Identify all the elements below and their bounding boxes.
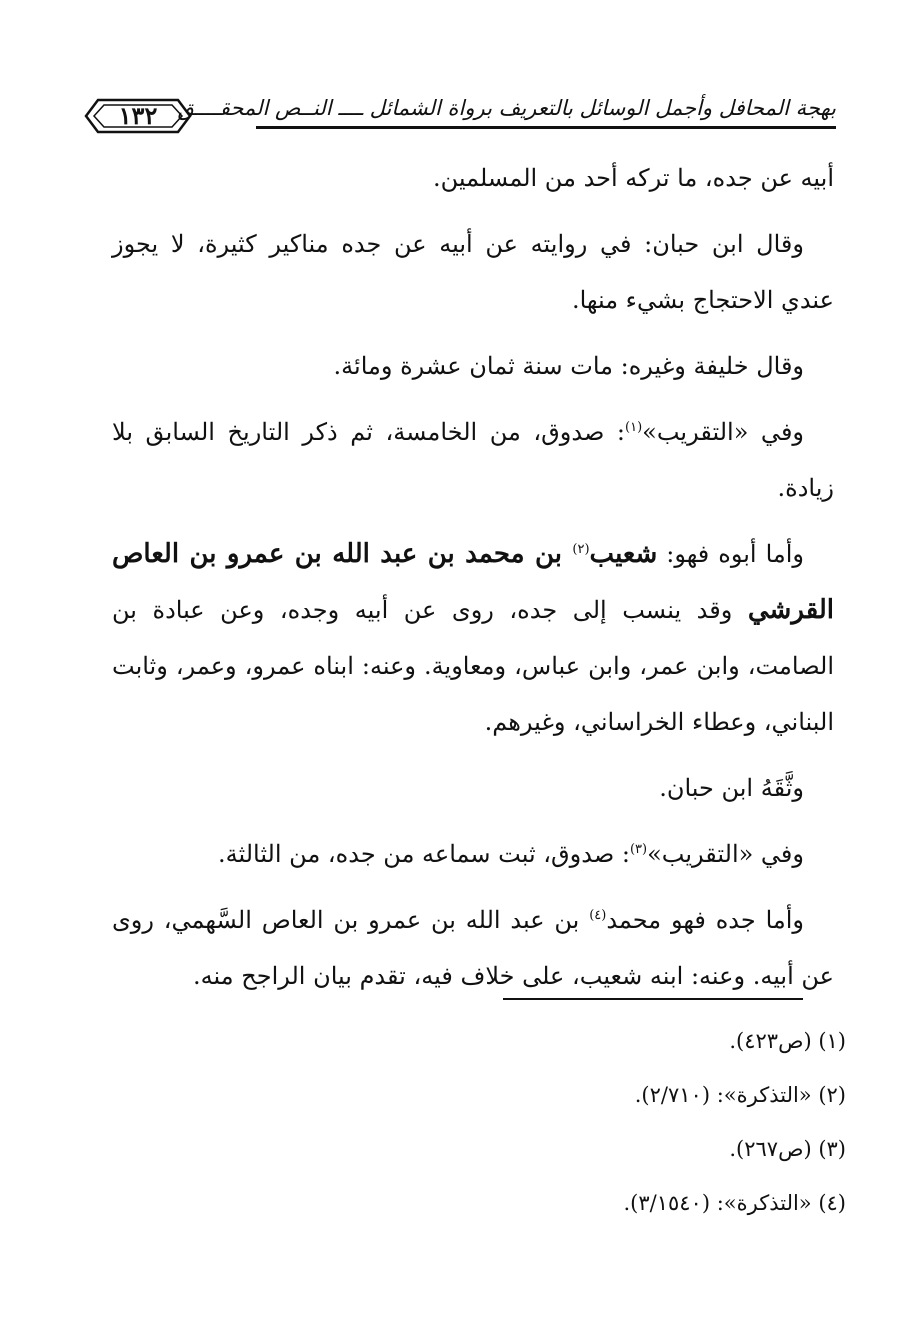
paragraph-4-text-b: : صدوق، من الخامسة، ثم ذكر التاريخ السابق بلا زيادة. (112, 418, 834, 502)
paragraph-7-text-a: وفي «التقريب» (647, 840, 804, 868)
footnote-2: (٢) «التذكرة»: (٢/٧١٠). (634, 1083, 846, 1107)
footnote-ref-3: (٣) (629, 842, 648, 857)
footnotes (400, 1014, 846, 1230)
footnote-1: (١) (ص٤٢٣). (729, 1029, 846, 1053)
footnote-ref-1: (١) (625, 420, 643, 435)
main-text (112, 150, 834, 1014)
narrator-lineage: بن محمد بن عبد الله بن عمرو بن العاص القرشي (112, 539, 834, 625)
header-rule (256, 126, 836, 129)
paragraph-8-text-a: وأما جده فهو محمد (606, 906, 804, 934)
paragraph-1 (112, 150, 834, 206)
page-number-badge (84, 96, 192, 136)
paragraph-3 (112, 338, 834, 394)
paragraph-7-text-b: : صدوق، ثبت سماعه من جده، من الثالثة. (217, 840, 630, 868)
running-header (84, 92, 836, 136)
footnote-ref-2: (٢) (572, 542, 590, 557)
paragraph-2-text: وقال ابن حبان: في روايته عن أبيه عن جده مناكير كثيرة، لا يجوز عندي الاحتجاج بشيء منها. (112, 230, 834, 314)
footnote-3: (٣) (ص٢٦٧). (729, 1137, 846, 1161)
paragraph-6 (112, 760, 834, 816)
paragraph-1-text: أبيه عن جده، ما تركه أحد من المسلمين. (432, 164, 834, 192)
paragraph-4 (112, 404, 834, 516)
footnote-ref-4: (٤) (589, 908, 607, 923)
paragraph-8-text-b: بن عبد الله بن عمرو بن العاص السَّهمي، روى عن أبيه. وعنه: ابنه شعيب، على خلاف فيه، تقدم بيان الراجح منه. (112, 906, 834, 990)
paragraph-6-text: وثَّقَهُ ابن حبان. (659, 774, 804, 802)
footnote-separator (503, 998, 803, 1000)
paragraph-8 (112, 892, 834, 1004)
footnote-4: (٤) «التذكرة»: (٣/١٥٤٠). (623, 1191, 846, 1215)
paragraph-3-text: وقال خليفة وغيره: مات سنة ثمان عشرة ومائة. (333, 352, 804, 380)
narrator-name-shuayb: شعيب (589, 539, 658, 569)
paragraph-4-text-a: وفي «التقريب» (642, 418, 805, 446)
paragraph-2 (112, 216, 834, 328)
paragraph-5-text-a: وأما أبوه فهو: (657, 540, 804, 568)
paragraph-5 (112, 526, 834, 750)
paragraph-7 (112, 826, 834, 882)
header-title: بهجة المحافل وأجمل الوسائل بالتعريف برواة الشمائل ــــ النــص المحقــــق (177, 96, 836, 120)
page-number: ١٣٢ (118, 101, 158, 130)
paragraph-5-text-b: وقد ينسب إلى جده، روى عن أبيه وجده، وعن عبادة بن الصامت، وابن عمر، وابن عباس، ومعاوية. وعنه: ابناه عمرو، وعمر، وثابت البناني، وعطاء الخراساني، وغيرهم. (112, 596, 834, 736)
